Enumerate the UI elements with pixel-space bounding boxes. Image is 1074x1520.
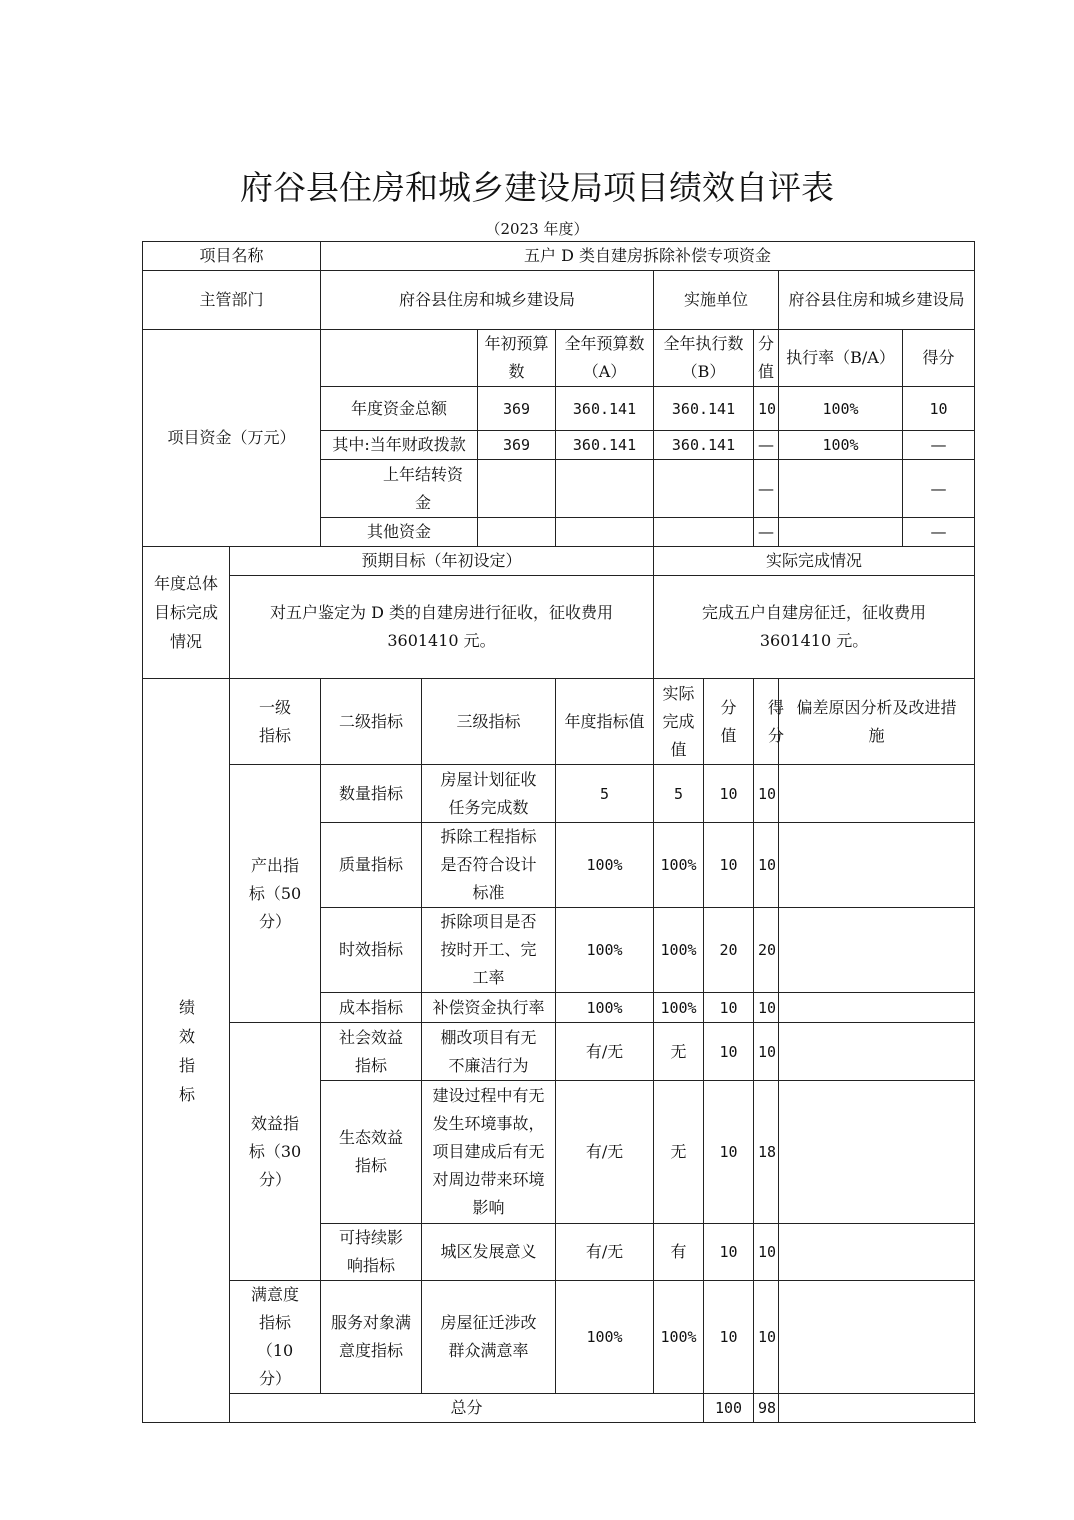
indicator-level2: 社会效益指标	[321, 1023, 422, 1081]
impl-label: 实施单位	[654, 271, 779, 330]
indicator-target: 100%	[556, 993, 654, 1023]
indicator-level2: 质量指标	[321, 823, 422, 908]
indicator-level3: 房屋计划征收任务完成数	[422, 765, 556, 823]
indicator-level3: 补偿资金执行率	[422, 993, 556, 1023]
indicators-label: 绩效指标	[143, 679, 230, 1423]
indicator-target: 100%	[556, 823, 654, 908]
funds-header-initial: 年初预算数	[478, 330, 556, 387]
indicator-target: 5	[556, 765, 654, 823]
funds-row-budget	[556, 460, 654, 518]
indicator-reason	[779, 1224, 975, 1281]
dept-value: 府谷县住房和城乡建设局	[321, 271, 654, 330]
funds-row-label: 其他资金	[321, 518, 478, 547]
indicator-score: 10	[754, 993, 779, 1023]
indicator-score-value: 10	[704, 1281, 754, 1394]
funds-header-score-value: 分值	[754, 330, 779, 387]
funds-row-exec	[654, 460, 754, 518]
goals-label: 年度总体目标完成情况	[143, 547, 230, 679]
indicator-target: 有/无	[556, 1023, 654, 1081]
document-year: （2023 年度）	[485, 220, 589, 238]
indicator-score-value: 10	[704, 1081, 754, 1224]
funds-header-blank	[321, 330, 478, 387]
indicator-level3: 城区发展意义	[422, 1224, 556, 1281]
indicators-header-level1: 一级指标	[230, 679, 321, 765]
indicator-score-value: 10	[704, 765, 754, 823]
funds-row-score: —	[903, 518, 975, 547]
indicator-score-value: 10	[704, 823, 754, 908]
funds-row-initial	[478, 460, 556, 518]
indicator-level3: 建设过程中有无发生环境事故，项目建成后有无对周边带来环境影响	[422, 1081, 556, 1224]
funds-row-score: —	[903, 460, 975, 518]
indicator-level3: 拆除项目是否按时开工、完工率	[422, 908, 556, 993]
indicator-level2: 时效指标	[321, 908, 422, 993]
indicator-level2: 生态效益指标	[321, 1081, 422, 1224]
indicator-reason	[779, 765, 975, 823]
funds-row-initial: 369	[478, 431, 556, 460]
total-label: 总分	[230, 1394, 704, 1423]
funds-row-rate: 100%	[779, 387, 903, 431]
indicators-header-target: 年度指标值	[556, 679, 654, 765]
indicator-score: 18	[754, 1081, 779, 1224]
indicator-score: 10	[754, 1224, 779, 1281]
goals-actual-label: 实际完成情况	[654, 547, 975, 576]
indicator-target: 100%	[556, 908, 654, 993]
indicator-target: 100%	[556, 1281, 654, 1394]
indicator-actual: 100%	[654, 908, 704, 993]
funds-header-exec: 全年执行数（B）	[654, 330, 754, 387]
indicator-level3: 棚改项目有无不廉洁行为	[422, 1023, 556, 1081]
funds-header-rate: 执行率（B/A）	[779, 330, 903, 387]
indicator-target: 有/无	[556, 1224, 654, 1281]
indicator-score: 10	[754, 1281, 779, 1394]
goals-expected-label: 预期目标（年初设定）	[230, 547, 654, 576]
indicator-score: 10	[754, 1023, 779, 1081]
indicator-reason	[779, 1281, 975, 1394]
funds-row-exec: 360.141	[654, 387, 754, 431]
indicator-score-value: 10	[704, 1023, 754, 1081]
indicator-actual: 无	[654, 1081, 704, 1224]
indicator-level3: 拆除工程指标是否符合设计标准	[422, 823, 556, 908]
funds-row-initial	[478, 518, 556, 547]
funds-row-rate	[779, 518, 903, 547]
total-score: 98	[754, 1394, 779, 1423]
indicator-reason	[779, 823, 975, 908]
indicator-level2: 服务对象满意度指标	[321, 1281, 422, 1394]
indicator-actual: 100%	[654, 823, 704, 908]
funds-row-score-value: —	[754, 431, 779, 460]
funds-row-score: 10	[903, 387, 975, 431]
funds-row-exec	[654, 518, 754, 547]
indicator-actual: 100%	[654, 1281, 704, 1394]
indicator-score: 10	[754, 765, 779, 823]
funds-row-label: 上年结转资金	[321, 460, 478, 518]
goals-actual-text: 完成五户自建房征迁，征收费用3601410 元。	[654, 576, 975, 679]
funds-row-budget	[556, 518, 654, 547]
funds-row-budget: 360.141	[556, 387, 654, 431]
indicator-actual: 100%	[654, 993, 704, 1023]
funds-header-score: 得分	[903, 330, 975, 387]
funds-row-label: 其中:当年财政拨款	[321, 431, 478, 460]
funds-row-score: —	[903, 431, 975, 460]
group-benefit-label: 效益指标（30 分）	[230, 1023, 321, 1281]
project-name-label: 项目名称	[143, 242, 321, 271]
total-value: 100	[704, 1394, 754, 1423]
funds-row-initial: 369	[478, 387, 556, 431]
indicator-level2: 成本指标	[321, 993, 422, 1023]
funds-row-rate	[779, 460, 903, 518]
indicators-header-reason: 偏差原因分析及改进措施	[779, 679, 975, 765]
project-name-value: 五户 D 类自建房拆除补偿专项资金	[321, 242, 975, 271]
performance-table	[142, 241, 975, 1423]
indicator-reason	[779, 993, 975, 1023]
funds-row-score-value: 10	[754, 387, 779, 431]
indicator-actual: 无	[654, 1023, 704, 1081]
indicator-reason	[779, 908, 975, 993]
funds-header-budget: 全年预算数（A）	[556, 330, 654, 387]
indicator-score-value: 20	[704, 908, 754, 993]
funds-row-budget: 360.141	[556, 431, 654, 460]
indicator-target: 有/无	[556, 1081, 654, 1224]
indicator-level2: 数量指标	[321, 765, 422, 823]
indicator-actual: 5	[654, 765, 704, 823]
funds-row-label: 年度资金总额	[321, 387, 478, 431]
indicator-level2: 可持续影响指标	[321, 1224, 422, 1281]
funds-label: 项目资金（万元）	[143, 330, 321, 547]
funds-row-exec: 360.141	[654, 431, 754, 460]
indicator-score: 10	[754, 823, 779, 908]
indicators-header-actual: 实际完成值	[654, 679, 704, 765]
funds-row-score-value: —	[754, 460, 779, 518]
indicators-header-level3: 三级指标	[422, 679, 556, 765]
indicator-level3: 房屋征迁涉改群众满意率	[422, 1281, 556, 1394]
document-title: 府谷县住房和城乡建设局项目绩效自评表	[240, 168, 834, 207]
funds-row-rate: 100%	[779, 431, 903, 460]
indicators-header-level2: 二级指标	[321, 679, 422, 765]
indicator-reason	[779, 1081, 975, 1224]
indicator-reason	[779, 1023, 975, 1081]
group-satisfaction-label: 满意度指标（10 分）	[230, 1281, 321, 1394]
group-output-label: 产出指标（50 分）	[230, 765, 321, 1023]
dept-label: 主管部门	[143, 271, 321, 330]
impl-value: 府谷县住房和城乡建设局	[779, 271, 975, 330]
indicator-score: 20	[754, 908, 779, 993]
indicator-score-value: 10	[704, 1224, 754, 1281]
goals-expected-text: 对五户鉴定为 D 类的自建房进行征收，征收费用3601410 元。	[230, 576, 654, 679]
total-reason	[779, 1394, 975, 1423]
indicator-actual: 有	[654, 1224, 704, 1281]
indicators-header-score-value: 分值	[704, 679, 754, 765]
indicators-header-score: 得分	[754, 679, 779, 765]
funds-row-score-value: —	[754, 518, 779, 547]
indicator-score-value: 10	[704, 993, 754, 1023]
